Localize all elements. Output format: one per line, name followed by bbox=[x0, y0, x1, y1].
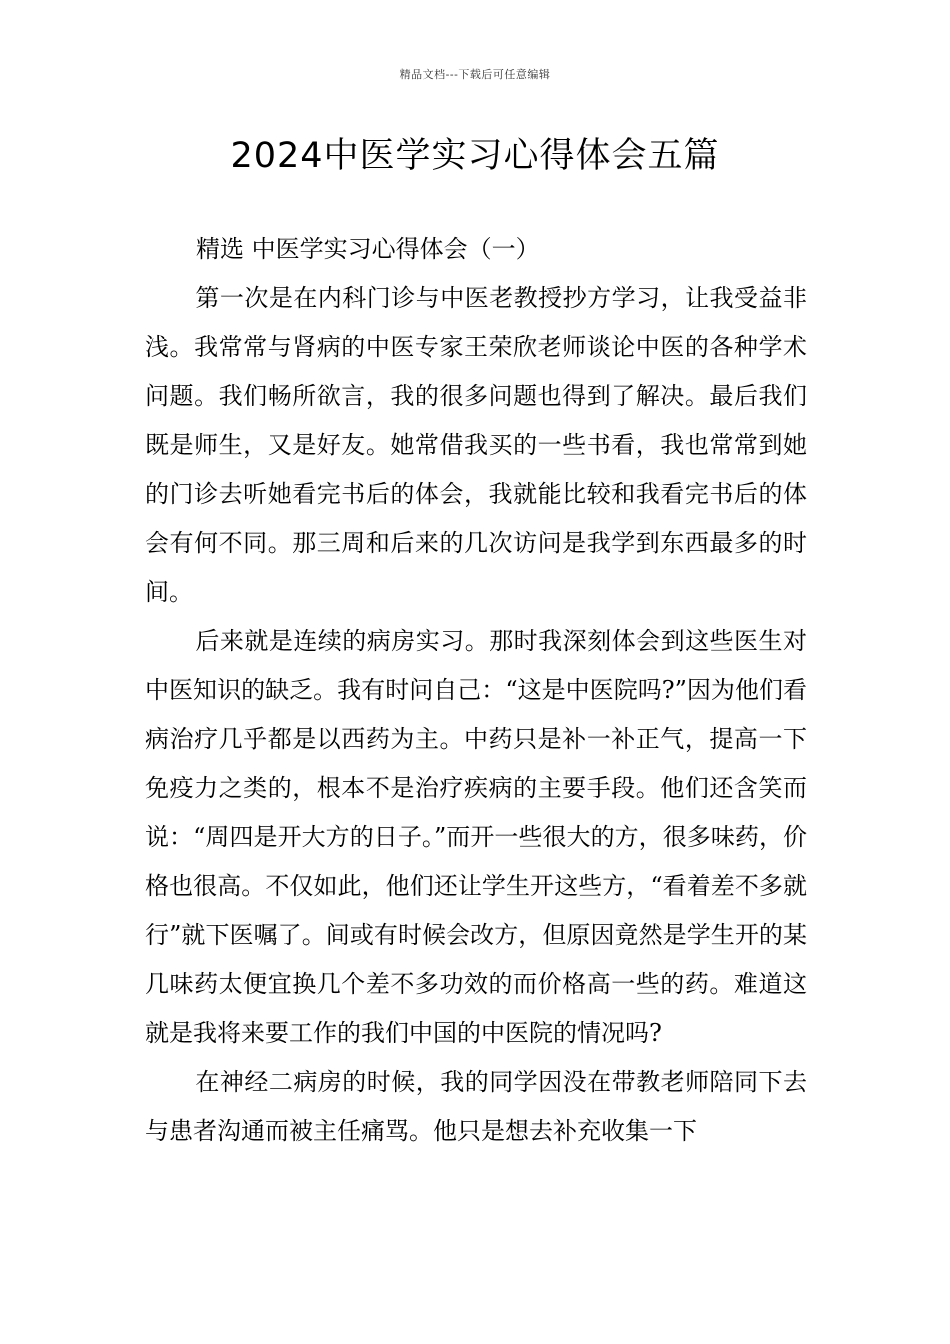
paragraph-2: 后来就是连续的病房实习。那时我深刻体会到这些医生对中医知识的缺乏。我有时问自己：“这是中医院吗?”因为他们看病治疗几乎都是以西药为主。中药只是补一补正气，提高一下免疫力之类的，根本不是治疗疾病的主要手段。他们还含笑而说：“周四是开大方的日子。”而开一些很大的方，很多味药，价格也很高。不仅如此，他们还让学生开这些方，“看着差不多就行”就下医嘱了。间或有时候会改方，但原因竟然是学生开的某几味药太便宜换几个差不多功效的而价格高一些的药。难道这就是我将来要工作的我们中国的中医院的情况吗? bbox=[145, 627, 807, 1047]
document-body bbox=[145, 224, 807, 1156]
section-heading: 精选 中医学实习心得体会（一） bbox=[196, 235, 540, 263]
header-note: 精品文档---下载后可任意编辑 bbox=[399, 68, 551, 81]
paragraph-1: 第一次是在内科门诊与中医老教授抄方学习，让我受益非浅。我常常与肾病的中医专家王荣欣老师谈论中医的各种学术问题。我们畅所欲言，我的很多问题也得到了解决。最后我们既是师生，又是好友。她常借我买的一些书看，我也常常到她的门诊去听她看完书后的体会，我就能比较和我看完书后的体会有何不同。那三周和后来的几次访问是我学到东西最多的时间。 bbox=[145, 284, 807, 606]
paragraph-3: 在神经二病房的时候，我的同学因没在带教老师陪同下去与患者沟通而被主任痛骂。他只是想去补充收集一下 bbox=[145, 1068, 807, 1145]
document-title: 2024中医学实习心得体会五篇 bbox=[230, 136, 720, 176]
